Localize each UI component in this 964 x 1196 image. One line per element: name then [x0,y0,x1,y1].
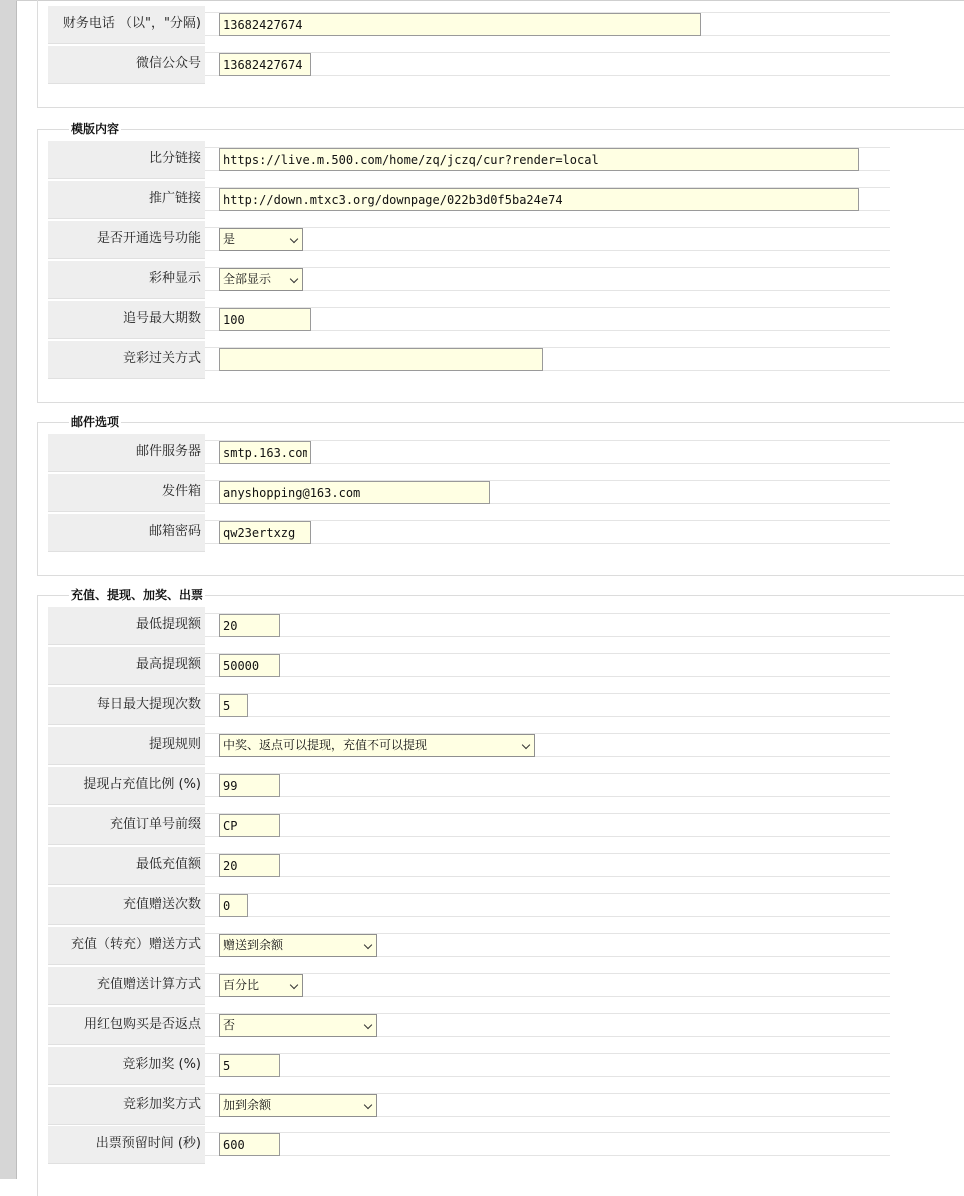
label-mail-server: 邮件服务器 [48,434,205,472]
legend-template: 模版内容 [71,122,120,136]
label-max-chase-periods: 追号最大期数 [48,301,205,339]
label-recharge-bonus-count: 充值赠送次数 [48,887,205,925]
label-wechat-account: 微信公众号 [48,46,205,84]
withdraw-ratio-input[interactable] [219,774,280,797]
label-min-recharge: 最低充值额 [48,847,205,885]
row-wechat-account [48,46,890,84]
jc-bonus-mode-value: 加到余额 [223,1098,272,1112]
finance-phone-input[interactable] [219,13,701,36]
label-sender-mailbox: 发件箱 [48,474,205,512]
label-finance-phone: 财务电话 （以"，"分隔) [48,6,205,44]
row-min-recharge [48,847,890,885]
row-min-withdraw [48,607,890,645]
row-score-link [48,141,890,179]
redpacket-rebate-dropdown[interactable] [219,1014,377,1037]
score-link-input[interactable] [219,148,859,171]
mail-server-input[interactable] [219,441,311,464]
left-scroll-gutter [0,0,17,1179]
recharge-bonus-mode-value: 赠送到余额 [223,938,284,952]
promo-link-input[interactable] [219,188,859,211]
row-parlay-mode [48,341,890,379]
label-withdraw-rule: 提现规则 [48,727,205,765]
number-select-toggle-dropdown[interactable] [219,228,303,251]
jc-bonus-mode-dropdown[interactable] [219,1094,377,1117]
legend-finance: 充值、提现、加奖、出票 [71,588,204,602]
label-max-withdraw: 最高提现额 [48,647,205,685]
parlay-mode-input[interactable] [219,348,543,371]
row-redpacket-rebate [48,1007,890,1045]
row-ticket-reserve-time [48,1126,890,1164]
jc-bonus-percent-input[interactable] [219,1054,280,1077]
order-prefix-input[interactable] [219,814,280,837]
min-recharge-input[interactable] [219,854,280,877]
row-jc-bonus-mode [48,1087,890,1125]
redpacket-rebate-value: 否 [223,1018,236,1032]
label-number-select-toggle: 是否开通选号功能 [48,221,205,259]
row-withdraw-ratio [48,767,890,805]
label-jc-bonus-mode: 竞彩加奖方式 [48,1087,205,1125]
label-parlay-mode: 竞彩过关方式 [48,341,205,379]
row-sender-mailbox [48,474,890,512]
recharge-bonus-calc-value: 百分比 [223,978,260,992]
label-recharge-bonus-mode: 充值（转充）赠送方式 [48,927,205,965]
chevron-down-icon [290,235,298,243]
row-order-prefix [48,807,890,845]
label-promo-link: 推广链接 [48,181,205,219]
max-chase-periods-input[interactable] [219,308,311,331]
chevron-down-icon [364,941,372,949]
row-lottery-display [48,261,890,299]
lottery-display-dropdown[interactable] [219,268,303,291]
label-daily-withdraw-count: 每日最大提现次数 [48,687,205,725]
row-mail-password [48,514,890,552]
label-withdraw-ratio: 提现占充值比例 (%) [48,767,205,805]
recharge-bonus-count-input[interactable] [219,894,248,917]
chevron-down-icon [290,981,298,989]
label-recharge-bonus-calc: 充值赠送计算方式 [48,967,205,1005]
label-lottery-display: 彩种显示 [48,261,205,299]
label-score-link: 比分链接 [48,141,205,179]
chevron-down-icon [364,1021,372,1029]
max-withdraw-input[interactable] [219,654,280,677]
row-promo-link [48,181,890,219]
mail-password-input[interactable] [219,521,311,544]
lottery-display-value: 全部显示 [223,272,272,286]
row-max-withdraw [48,647,890,685]
sender-mailbox-input[interactable] [219,481,490,504]
row-daily-withdraw-count [48,687,890,725]
label-redpacket-rebate: 用红包购买是否返点 [48,1007,205,1045]
label-min-withdraw: 最低提现额 [48,607,205,645]
label-ticket-reserve-time: 出票预留时间 (秒) [48,1126,205,1164]
daily-withdraw-count-input[interactable] [219,694,248,717]
row-recharge-bonus-count [48,887,890,925]
chevron-down-icon [290,275,298,283]
withdraw-rule-dropdown[interactable] [219,734,535,757]
row-finance-phone [48,6,890,44]
ticket-reserve-time-input[interactable] [219,1133,280,1156]
row-recharge-bonus-calc [48,967,890,1005]
row-recharge-bonus-mode [48,927,890,965]
number-select-toggle-value: 是 [223,232,236,246]
row-max-chase-periods [48,301,890,339]
recharge-bonus-mode-dropdown[interactable] [219,934,377,957]
recharge-bonus-calc-dropdown[interactable] [219,974,303,997]
label-mail-password: 邮箱密码 [48,514,205,552]
chevron-down-icon [364,1101,372,1109]
label-jc-bonus-percent: 竞彩加奖 (%) [48,1047,205,1085]
label-order-prefix: 充值订单号前缀 [48,807,205,845]
min-withdraw-input[interactable] [219,614,280,637]
chevron-down-icon [522,741,530,749]
legend-mail: 邮件选项 [71,415,120,429]
withdraw-rule-value: 中奖、返点可以提现，充值不可以提现 [223,738,428,752]
row-number-select-toggle [48,221,890,259]
row-mail-server [48,434,890,472]
row-withdraw-rule [48,727,890,765]
row-jc-bonus-percent [48,1047,890,1085]
wechat-account-input[interactable] [219,53,311,76]
